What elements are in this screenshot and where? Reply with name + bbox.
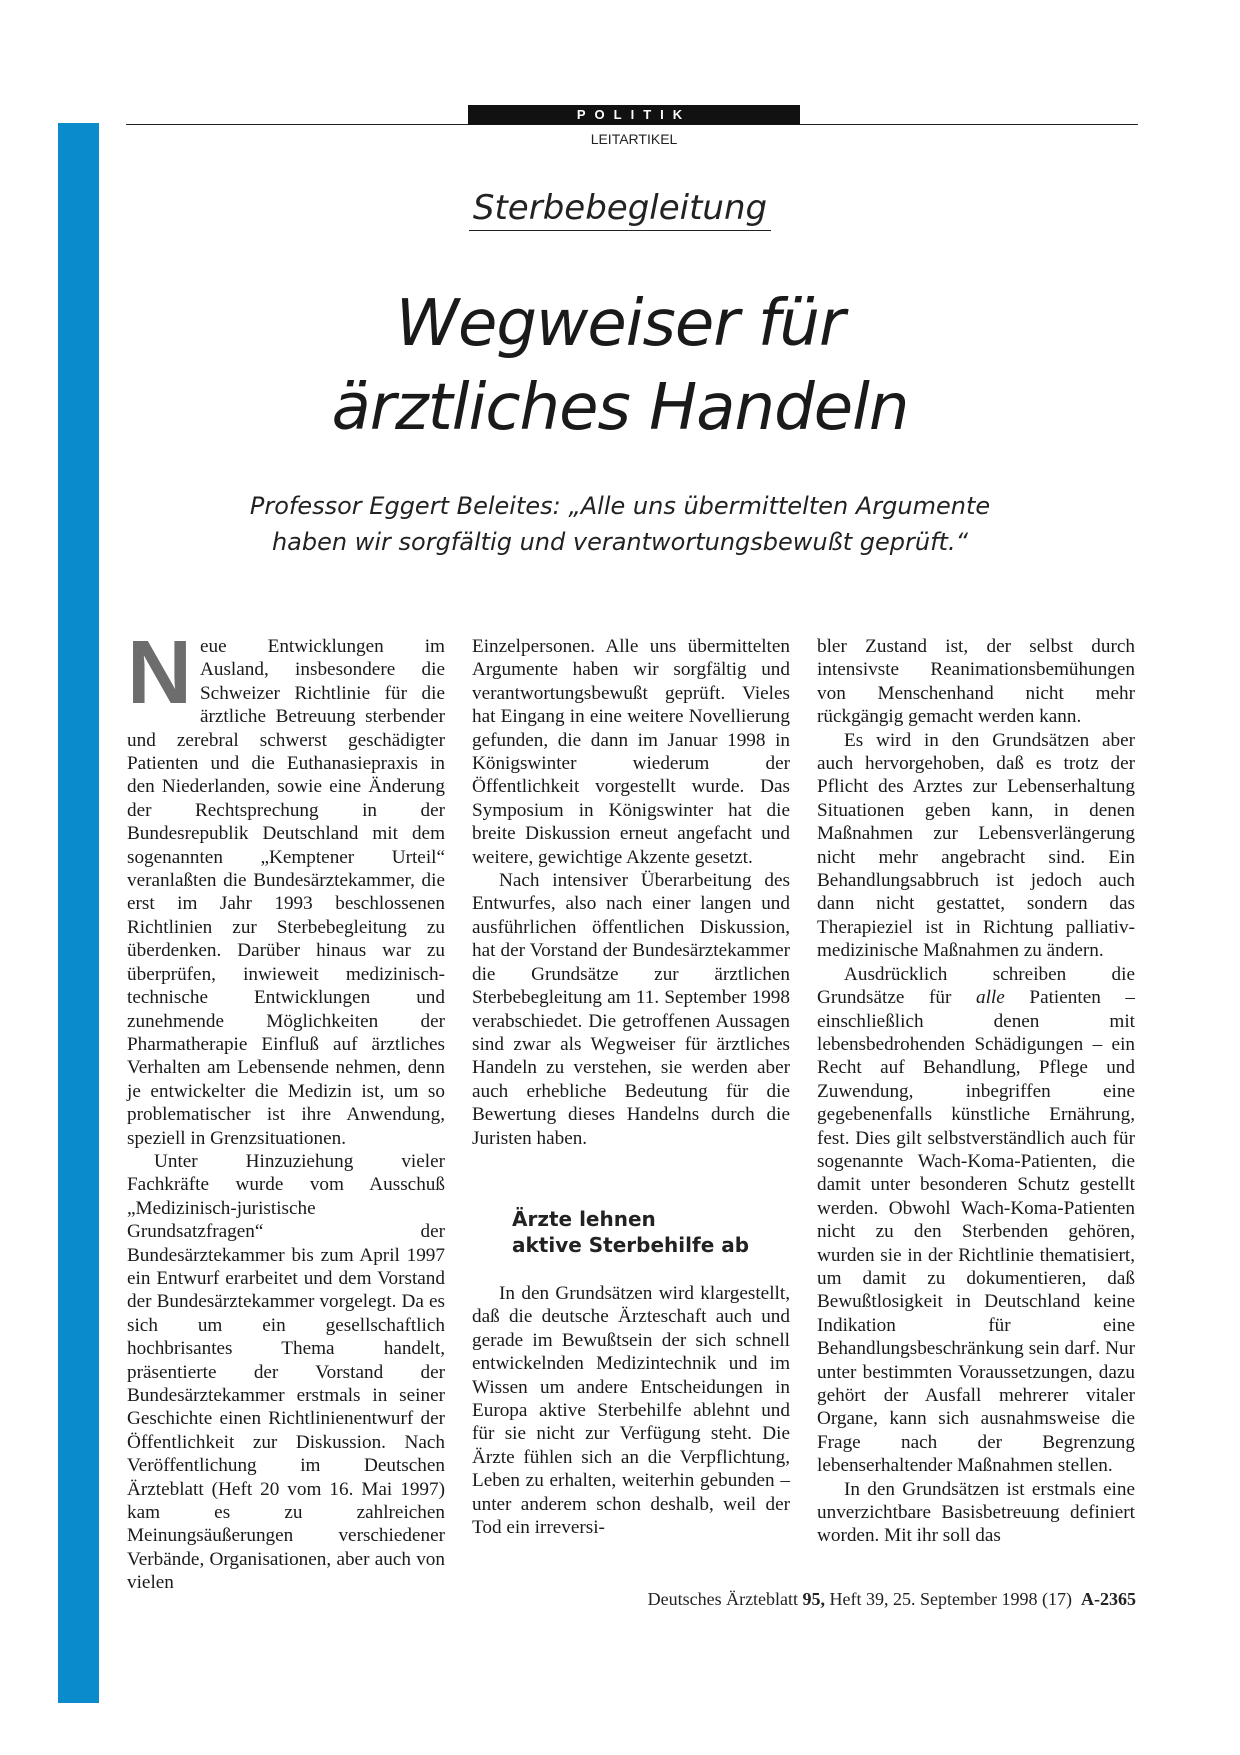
paragraph: Nach intensiver Überarbeitung des Entwurfes, also nach einer langen und ausführlichen öffentlichen Diskussion, hat der Vorstand der Bundesärztekammer die Grundsätze zur ärztlichen Sterbebegleitung am 11. September 1998 verabschiedet. Die getroffenen Aussagen sind zwar als Wegweiser für ärztliches Handeln zu verstehen, sie werden aber auch erhebliche Bedeutung für die Bewertung dieses Handelns durch die Juristen haben.	[472, 870, 790, 1149]
subheading	[512, 1206, 790, 1258]
headline-line-2: ärztliches Handeln	[331, 371, 909, 445]
paragraph: In den Grundsätzen wird klargestellt, daß die deutsche Ärzteschaft auch und gerade im Bewußtsein der sich schnell entwickelnden Medizintechnik und im Wissen um andere Entscheidungen in Europa aktive Sterbehilfe ablehnt und für sie nicht zur Verfügung steht. Die Ärzte fühlen sich an die Verpflichtung, Leben zu erhalten, weiterhin gebunden – unter anderem schon deshalb, weil der Tod ein irreversi-	[472, 1282, 790, 1538]
paragraph-text: Patienten – einschließlich denen mit lebensbedrohenden Schädigungen – ein Recht auf Behandlung, Pflege und Zuwendung, inbegriffen eine gegebenenfalls künstliche Ernährung, fest. Dies gilt selbstverständlich auch für sogenannte Wach-Koma-Patienten, die damit unter besonderen Schutz gestellt werden. Obwohl Wach-Koma-Patienten nicht zu den Sterbenden gehören, wurden sie in der Richtlinie thematisiert, um damit zu dokumentieren, daß Bewußtlosigkeit in Deutschland keine Indikation für eine Behandlungsbeschränkung sein darf. Nur unter bestimmten Voraussetzungen, dazu gehört der Ausfall mehrerer vitaler Organe, kann sich ausnahmsweise die Frage nach der Begrenzung lebenserhaltender Maßnahmen stellen.	[817, 987, 1136, 1477]
page-footer	[648, 1589, 1136, 1610]
kicker-text: Sterbebegleitung	[469, 188, 771, 231]
paragraph-text: eue Entwicklungen im Ausland, insbesondere die Schweizer Richtlinie für die ärztliche Betreuung sterbender und zerebral schwerst geschädigter Patienten und die Euthanasiepraxis in den Niederlanden, sowie eine Änderung der Rechtsprechung in der Bundesrepublik Deutschland mit dem sogenannten „Kemptener Urteil“ veranlaßten die Bundesärztekammer, die erst im Jahr 1993 beschlossenen Richtlinien zur Sterbebegleitung zu überdenken. Darüber hinaus war zu überprüfen, inwieweit medizinisch-technische Entwicklungen und zunehmende Möglichkeiten der Pharmatherapie Einfluß auf ärztliches Verhalten am Lebensende nehmen, denn je entwickelter die Medizin ist, um so problematischer ist ihre Anwendung, speziell in Grenzsituationen.	[127, 636, 445, 1149]
drop-cap: N	[127, 623, 192, 723]
paragraph: bler Zustand ist, der selbst durch intensivste Reanimationsbemühungen von Menschenhand nicht mehr rückgängig gemacht werden kann.	[817, 636, 1135, 728]
emphasis: alle	[976, 987, 1005, 1009]
headline	[0, 282, 1240, 450]
headline-line-1: Wegweiser für	[395, 287, 845, 361]
subsection-label: LEITARTIKEL	[590, 131, 678, 147]
deck-line-1: Professor Eggert Beleites: „Alle uns übermittelten Argumente	[249, 492, 991, 520]
kicker	[0, 188, 1240, 228]
paragraph-text: Ausdrücklich schreiben die Grundsätze für	[817, 963, 1135, 1009]
paragraph: In den Grundsätzen ist erstmals eine unverzichtbare Basisbetreuung definiert worden. Mit ihr soll das	[817, 1478, 1135, 1547]
article-column-1	[127, 623, 445, 1595]
paragraph: Unter Hinzuziehung vieler Fachkräfte wurde vom Ausschuß „Medizinisch-juristische Grundsatzfragen“ der Bundesärztekammer bis zum April 1997 ein Entwurf erarbeitet und dem Vorstand der Bundesärztekammer vorgelegt. Da es sich um ein gesellschaftlich hochbrisantes Thema handelt, präsentierte der Vorstand der Bundesärztekammer erstmals in seiner Geschichte einen Richtlinienentwurf der Öffentlichkeit zur Diskussion. Nach Veröffentlichung im Deutschen Ärzteblatt (Heft 20 vom 16. Mai 1997) kam es zu zahlreichen Meinungsäußerungen verschiedener Verbände, Organisationen, aber auch von vielen	[127, 1150, 445, 1594]
subheading-line-1: Ärzte lehnen	[512, 1206, 656, 1231]
page-number: A-2365	[1081, 1589, 1136, 1609]
paragraph: Es wird in den Grundsätzen aber auch hervorgehoben, daß es trotz der Pflicht des Arztes zur Lebenserhaltung Situationen geben kann, in denen Maßnahmen zur Lebensverlängerung nicht mehr angebracht sind. Ein Behandlungsabbruch ist jedoch auch dann nicht gestattet, sondern das Therapieziel ist in Richtung palliativ-medizinische Maßnahmen zu ändern.	[817, 729, 1135, 962]
issue-info: Heft 39, 25. September 1998 (17)	[829, 1589, 1072, 1609]
paragraph: Einzelpersonen. Alle uns übermittelten Argumente haben wir sorgfältig und verantwortungsbewußt geprüft. Vieles hat Eingang in eine weitere Novellierung gefunden, die dann im Januar 1998 in Königswinter wiederum der Öffentlichkeit vorgestellt wurde. Das Symposium in Königswinter hat die breite Diskussion erneut angefacht und weitere, gewichtige Akzente gesetzt.	[472, 636, 790, 868]
journal-name: Deutsches Ärzteblatt	[647, 1589, 799, 1609]
paragraph	[817, 963, 1135, 1478]
paragraph	[127, 623, 445, 1150]
article-column-3	[817, 635, 1135, 1548]
subheading-line-2: aktive Sterbehilfe ab	[512, 1232, 750, 1257]
article-column-2	[472, 635, 790, 1539]
deck-quote	[0, 488, 1240, 560]
volume-number: 95,	[802, 1589, 826, 1609]
section-label: POLITIK	[468, 105, 800, 125]
deck-line-2: haben wir sorgfältig und verantwortungsbewußt geprüft.“	[271, 528, 969, 556]
